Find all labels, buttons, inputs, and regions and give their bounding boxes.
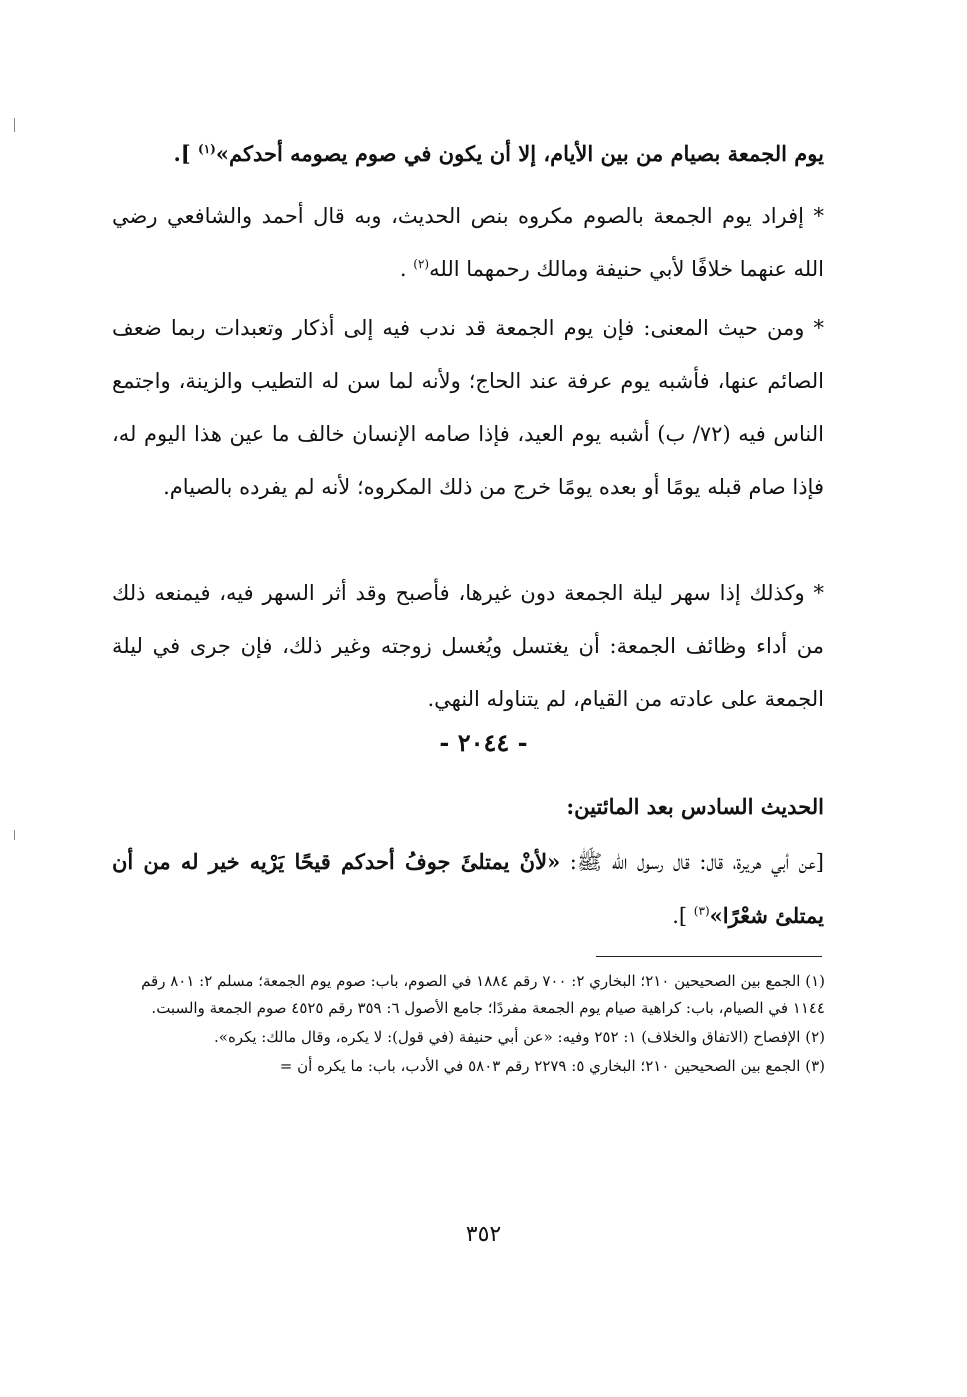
page-number: ٣٥٢ xyxy=(465,1222,502,1247)
hadith-number: - ٢٠٤٤ - xyxy=(439,728,528,757)
hadith-quote: «لأنْ يمتلئَ جوفُ أحدكم قيحًا يَرْيه خير له من أن يمتلئ شعْرًا» xyxy=(112,849,824,928)
hadith-heading: الحديث السادس بعد المائتين: xyxy=(566,794,824,819)
paragraph-ruling xyxy=(112,190,824,296)
footnote-1: (١) الجمع بين الصحيحين ٢١٠؛ البخاري ٢: ٧٠٠ رقم ١٨٨٤ في الصوم، باب: صوم يوم الجمعة؛ مسلم ٢: ٨٠١ رقم ١١٤٤ في الصيام، باب: كراهية صيام يوم الجمعة مفردًا؛ جامع الأصول ٦: ٣٥٩ رقم ٤٥٢٥ صوم الجمعة والسبت. xyxy=(141,972,825,1017)
continuation-text: يوم الجمعة بصيام من بين الأيام، إلا أن يكون في صوم يصومه أحدكم» xyxy=(215,141,824,166)
closing-bracket: ]. xyxy=(672,904,694,928)
scan-margin-mark xyxy=(14,118,15,132)
paragraph-meaning: * ومن حيث المعنى: فإن يوم الجمعة قد ندب فيه إلى أذكار وتعبدات ربما ضعف الصائم عنها، فأشبه يوم عرفة عند الحاج؛ ولأنه لما سن له التطيب والزينة، واجتمع الناس فيه (٧٢/ ب) أشبه يوم العيد، فإذا صامه الإنسان خالف ما عين هذا اليوم له، فإذا صام قبله يومًا أو بعده يومًا خرج من ذلك المكروه؛ لأنه لم يفرده بالصيام. xyxy=(112,316,824,499)
scan-margin-mark xyxy=(14,830,15,840)
footnote-ref: (٣) xyxy=(693,904,710,918)
footnotes xyxy=(105,968,825,1082)
footnote-divider xyxy=(596,956,822,957)
hadith-text xyxy=(112,835,824,943)
paragraph-night: * وكذلك إذا سهر ليلة الجمعة دون غيرها، فأصبح وقد أثر السهر فيه، فيمنعه ذلك من أداء وظائف الجمعة: أن يغتسل ويُغسل زوجته وغير ذلك، فإن جرى في ليلة الجمعة على عادته من القيام، لم يتناوله النهي. xyxy=(112,581,824,711)
footnote-2: (٢) الإفصاح (الاتفاق والخلاف) ١: ٢٥٢ وفيه: «عن أبي حنيفة (في قول): لا يكره، وقال مالك: يكره». xyxy=(214,1028,825,1046)
closing-bracket: ]. xyxy=(173,141,199,166)
hadith-intro: [عن أبي هريرة، قال: قال رسول الله ﷺ: xyxy=(560,850,824,874)
continuation-line xyxy=(112,127,824,180)
paragraph-text: * إفراد يوم الجمعة بالصوم مكروه بنص الحديث، وبه قال أحمد والشافعي رضي الله عنهما خلافًا لأبي حنيفة ومالك رحمهما الله xyxy=(112,204,824,281)
footnote-ref: (٢) xyxy=(413,257,430,271)
footnote-3: (٣) الجمع بين الصحيحين ٢١٠؛ البخاري ٥: ٢٢٧٩ رقم ٥٨٠٣ في الأدب، باب: ما يكره أن = xyxy=(279,1057,825,1075)
paragraph-end: . xyxy=(399,257,414,281)
footnote-ref: (١) xyxy=(198,142,216,156)
